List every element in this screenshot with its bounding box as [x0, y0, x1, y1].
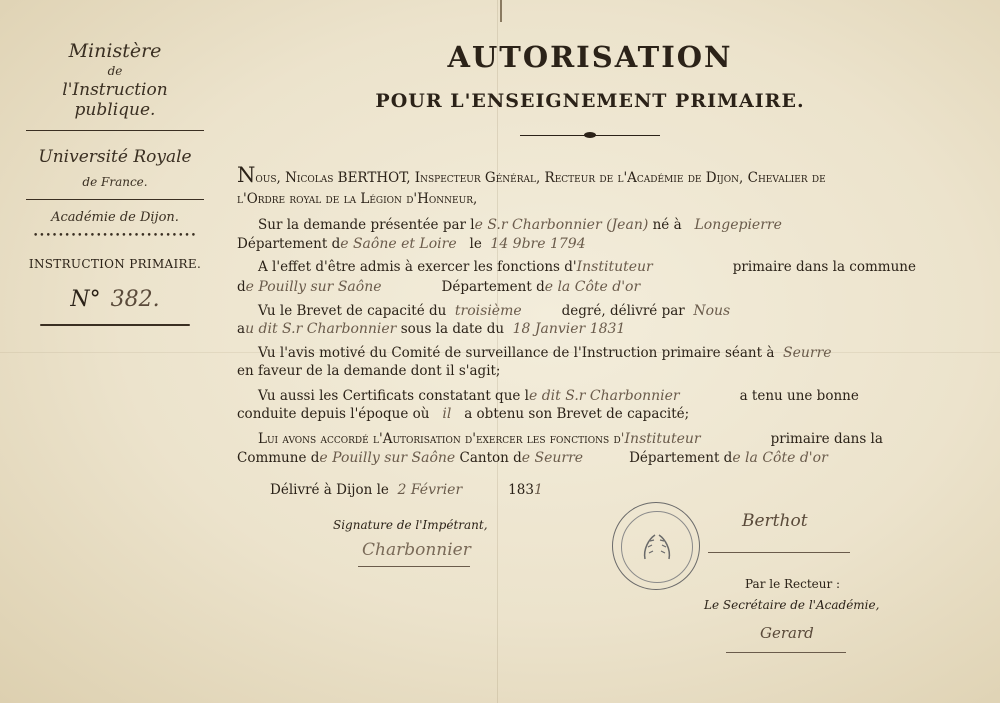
- academie-label: Académie de Dijon.: [51, 210, 179, 225]
- handwritten-il: il: [442, 406, 452, 422]
- tenu-text: a tenu une bonne: [739, 388, 859, 404]
- departement-birth-line: [237, 235, 586, 253]
- date-brevet-line: [237, 320, 625, 338]
- handwritten-seant: Seurre: [782, 345, 832, 361]
- impetrant-signature: Charbonnier: [362, 540, 471, 560]
- handwritten-birthdate: 14 9bre 1794: [490, 236, 586, 252]
- intro-line-2: l'Ordre royal de la Légion d'Honneur,: [237, 191, 478, 207]
- a-text: a: [237, 321, 246, 337]
- conduite-text: conduite depuis l'époque où: [237, 406, 430, 422]
- accorde-line: [258, 430, 883, 448]
- document-subtitle: POUR L'ENSEIGNEMENT PRIMAIRE.: [375, 90, 805, 112]
- signature-impetrant-label: Signature de l'Impétrant,: [333, 518, 488, 532]
- d-text: d: [237, 279, 246, 295]
- handwritten-delivre-par: Nous: [693, 303, 731, 319]
- demande-line: [258, 216, 782, 234]
- recteur-flourish: [708, 552, 850, 553]
- dotted-rule: ••••••••••••••••••••••••••: [32, 231, 198, 241]
- handwritten-departement-2: e la Côte d'or: [544, 279, 641, 295]
- top-crease-mark: [500, 0, 502, 22]
- certificats-line: [258, 387, 859, 405]
- handwritten-degre: troisième: [454, 303, 522, 319]
- brevet-line: [258, 302, 730, 320]
- avis-text: Vu l'avis motivé du Comité de surveillance de l'Instruction primaire séant à: [258, 345, 775, 361]
- obtenu-text: a obtenu son Brevet de capacité;: [464, 406, 690, 422]
- handwritten-name: e S.r Charbonnier (Jean): [474, 217, 649, 233]
- commune-line: [237, 278, 640, 296]
- instruction-publique-label: l'Instruction publique.: [62, 80, 168, 120]
- document-title: AUTORISATION: [447, 40, 733, 74]
- left-column: [20, 40, 210, 326]
- intro-text: ous, Nicolas BERTHOT, Inspecteur Général, Recteur de l'Académie de Dijon, Chevalier de: [255, 170, 826, 186]
- accorde-text: Lui avons accordé l'Autorisation d'exercer les fonctions d: [258, 431, 621, 447]
- impetrant-flourish: [358, 566, 470, 567]
- canton-text: Canton d: [459, 450, 522, 466]
- commune-canton-line: [237, 449, 828, 467]
- handwritten-dit-charbonnier-2: e dit S.r Charbonnier: [528, 388, 680, 404]
- certificats-text: Vu aussi les Certificats constatant que l: [258, 388, 529, 404]
- demande-text: Sur la demande présentée par l: [258, 217, 475, 233]
- secretaire-flourish: [726, 652, 846, 653]
- delivre-text: Délivré à Dijon le: [270, 482, 389, 498]
- secretaire-signature: Gerard: [760, 624, 814, 642]
- handwritten-fonction: Instituteur: [576, 259, 653, 275]
- sous-la-date-text: sous la date du: [400, 321, 505, 337]
- title-ornament: [520, 134, 660, 137]
- effet-line: [258, 258, 916, 276]
- le-text: le: [469, 236, 482, 252]
- numero-label: N°: [70, 287, 101, 312]
- degre-text: degré, délivré par: [561, 303, 685, 319]
- handwritten-canton: e Seurre: [521, 450, 584, 466]
- numero-line: [20, 287, 210, 312]
- handwritten-dit-charbonnier: u dit S.r Charbonnier: [245, 321, 397, 337]
- secretaire-label: Le Secrétaire de l'Académie,: [704, 598, 880, 612]
- primaire-text: primaire dans la: [770, 431, 883, 447]
- seal-emblem-icon: [639, 533, 675, 561]
- departement-text: Département d: [237, 236, 341, 252]
- commune-text: Commune d: [237, 450, 320, 466]
- drop-initial: N: [237, 163, 256, 187]
- ministere-label: Ministère: [68, 40, 162, 62]
- departement-text-2: Département d: [441, 279, 545, 295]
- handwritten-commune-2: e Pouilly sur Saône: [319, 450, 456, 466]
- conduite-line: [237, 405, 689, 423]
- ne-a-text: né à: [652, 217, 682, 233]
- instruction-primaire-label: INSTRUCTION PRIMAIRE.: [28, 257, 202, 271]
- handwritten-year-digit: 1: [533, 482, 543, 498]
- handwritten-departement-3: e la Côte d'or: [732, 450, 828, 466]
- par-le-recteur-label: Par le Recteur :: [745, 577, 841, 591]
- faveur-line: en faveur de la demande dont il s'agit;: [237, 363, 501, 379]
- avis-line: [258, 344, 832, 362]
- ornamental-swash: [40, 324, 190, 326]
- handwritten-commune: e Pouilly sur Saône: [245, 279, 382, 295]
- handwritten-brevet-date: 18 Janvier 1831: [512, 321, 626, 337]
- academie-seal: [612, 502, 700, 590]
- de-france-label: de France.: [82, 175, 148, 189]
- recteur-signature: Berthot: [742, 511, 808, 531]
- effet-text: A l'effet d'être admis à exercer les fonctions d': [258, 259, 577, 275]
- brevet-text: Vu le Brevet de capacité du: [258, 303, 447, 319]
- de-label: de: [107, 64, 123, 78]
- handwritten-date-delivre: 2 Février: [397, 482, 463, 498]
- numero-value: 382.: [110, 287, 160, 312]
- handwritten-birthplace: Longepierre: [694, 217, 782, 233]
- universite-label: Université Royale: [38, 147, 192, 167]
- handwritten-fonction-2: 'Instituteur: [620, 431, 701, 447]
- divider: [26, 199, 204, 200]
- year-prefix: 183: [508, 482, 534, 498]
- departement-text-3: Département d: [629, 450, 733, 466]
- delivre-line: [270, 481, 543, 499]
- handwritten-departement: e Saône et Loire: [340, 236, 457, 252]
- primaire-commune-text: primaire dans la commune: [732, 259, 916, 275]
- intro-line: [237, 163, 826, 187]
- divider: [26, 130, 204, 131]
